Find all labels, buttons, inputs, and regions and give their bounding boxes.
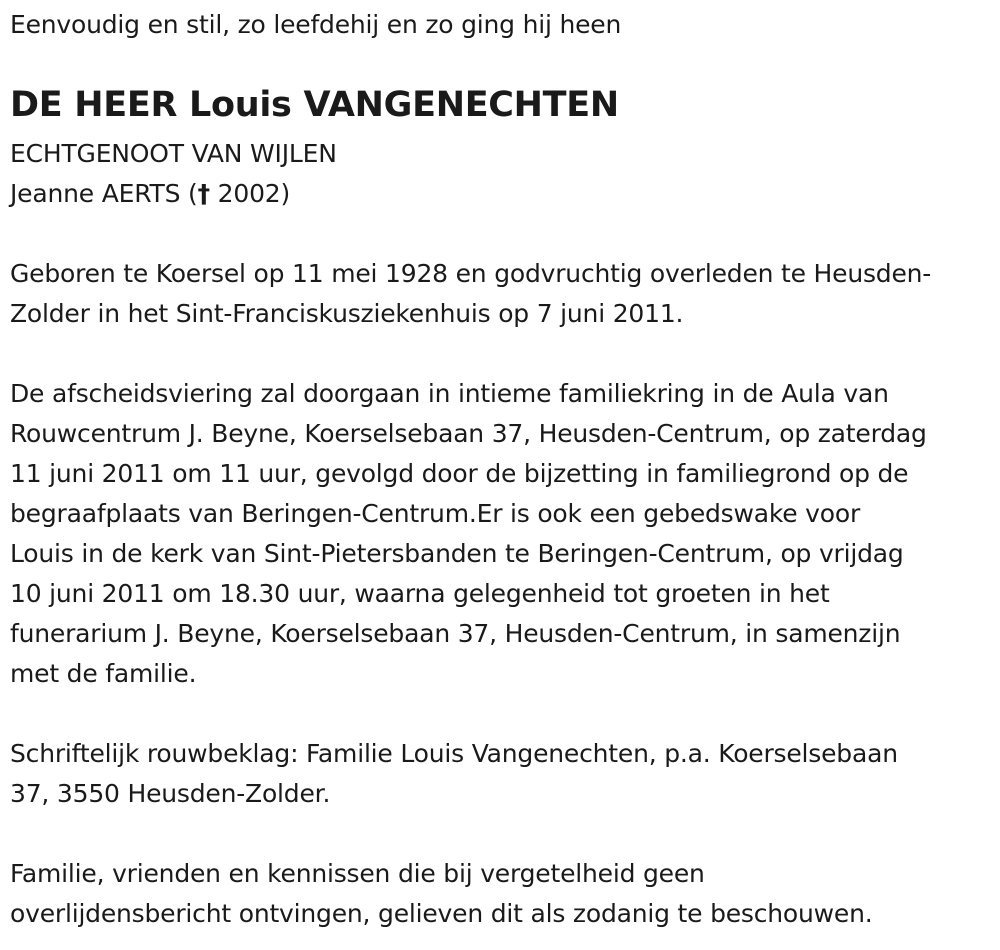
paragraph-line: De afscheidsviering zal doorgaan in intieme familiekring in de Aula van — [10, 379, 889, 408]
paragraph-line: funerarium J. Beyne, Koerselsebaan 37, Heusden-Centrum, in samenzijn — [10, 619, 901, 648]
notice-paragraph — [10, 854, 992, 934]
paragraph-line: Rouwcentrum J. Beyne, Koerselsebaan 37, Heusden-Centrum, op zaterdag — [10, 419, 927, 448]
paragraph-line: met de familie. — [10, 659, 197, 688]
paragraph-line: 37, 3550 Heusden-Zolder. — [10, 779, 331, 808]
paragraph-line: 10 juni 2011 om 18.30 uur, waarna gelegenheid tot groeten in het — [10, 579, 830, 608]
deceased-name-heading: DE HEER Louis VANGENECHTEN — [10, 85, 619, 125]
spouse-death-year: 2002) — [209, 179, 291, 208]
paragraph-line: Zolder in het Sint-Franciskusziekenhuis op 7 juni 2011. — [10, 299, 684, 328]
condolence-paragraph — [10, 734, 992, 814]
spouse-label: ECHTGENOOT VAN WIJLEN — [10, 139, 337, 168]
spouse-block — [10, 134, 337, 214]
spouse-name: Jeanne AERTS ( — [10, 179, 198, 208]
spouse-name-line — [10, 174, 337, 214]
cross-icon: † — [197, 179, 210, 208]
ceremony-paragraph — [10, 374, 992, 694]
paragraph-line: Geboren te Koersel op 11 mei 1928 en godvruchtig overleden te Heusden- — [10, 259, 932, 288]
paragraph-line: Louis in de kerk van Sint-Pietersbanden te Beringen-Centrum, op vrijdag — [10, 539, 904, 568]
paragraph-line: overlijdensbericht ontvingen, gelieven dit als zodanig te beschouwen. — [10, 899, 873, 928]
paragraph-line: Schriftelijk rouwbeklag: Familie Louis Vangenechten, p.a. Koerselsebaan — [10, 739, 898, 768]
paragraph-line: Familie, vrienden en kennissen die bij vergetelheid geen — [10, 859, 705, 888]
motto-text: Eenvoudig en stil, zo leefdehij en zo ging hij heen — [10, 10, 622, 39]
birth-death-paragraph — [10, 254, 992, 334]
paragraph-line: 11 juni 2011 om 11 uur, gevolgd door de bijzetting in familiegrond op de — [10, 459, 909, 488]
paragraph-line: begraafplaats van Beringen-Centrum.Er is ook een gebedswake voor — [10, 499, 861, 528]
